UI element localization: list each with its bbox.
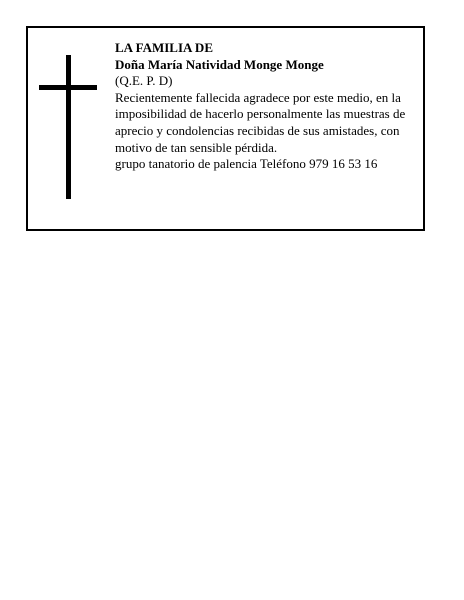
obituary-notice <box>26 26 425 231</box>
qepd-label: (Q.E. P. D) <box>115 73 173 89</box>
cross-icon <box>39 55 97 199</box>
gratitude-message: Recientemente fallecida agradece por este medio, en la imposibilidad de hacerlo personalmente las muestras de aprecio y condolencias recibidas de sus amistades, con motivo de tan sensible pérdida. <box>115 89 406 155</box>
funeral-home-contact: grupo tanatorio de palencia Teléfono 979 16 53 16 <box>115 156 378 172</box>
deceased-name: Doña María Natividad Monge Monge <box>115 56 324 72</box>
notice-text <box>115 40 420 173</box>
notice-heading: LA FAMILIA DE <box>115 40 213 55</box>
